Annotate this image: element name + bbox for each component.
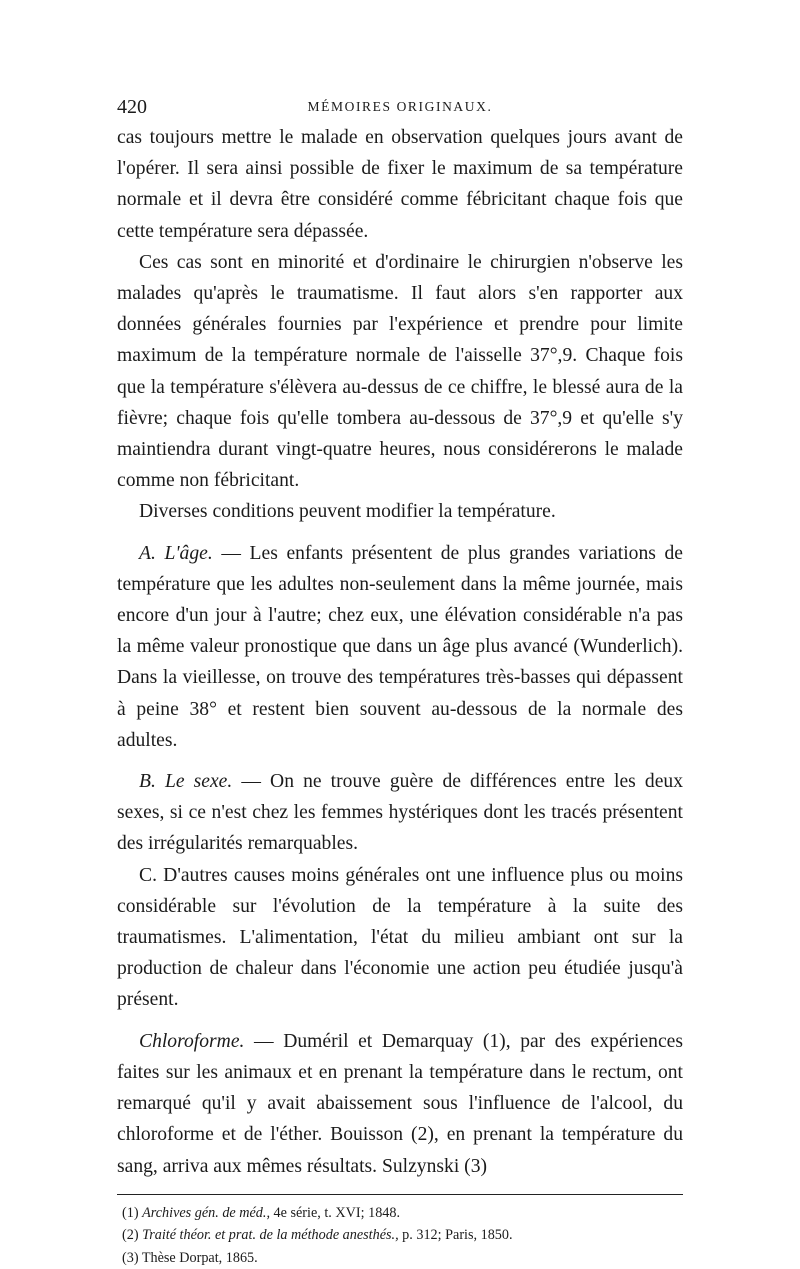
paragraph-text: cas toujours mettre le malade en observation quelques jours avant de l'opérer. Il sera ainsi possible de fixer le maximum de sa température normale et il devra être considéré comme fébricitant chaque fois que cette température sera dépassée. bbox=[117, 127, 683, 242]
paragraph-autres-causes bbox=[117, 860, 683, 1016]
section-heading-age: A. L'âge. bbox=[139, 542, 213, 564]
page-header bbox=[117, 96, 683, 122]
paragraph-text: Diverses conditions peuvent modifier la température. bbox=[139, 501, 556, 523]
paragraph-chloroforme bbox=[117, 1026, 683, 1182]
footnote-number: (2) bbox=[122, 1227, 139, 1244]
footnote-1 bbox=[122, 1202, 683, 1225]
paragraph-text: C. D'autres causes moins générales ont une influence plus ou moins considérable sur l'évolution de la température à la suite des traumatismes. L'alimentation, l'état du milieu ambiant ont sur la production de chaleur dans l'économie une action peu étudiée jusqu'à présent. bbox=[117, 864, 683, 1011]
section-heading-chloroforme: Chloroforme. bbox=[139, 1030, 245, 1052]
footnote-details: p. 312; Paris, 1850. bbox=[398, 1227, 513, 1244]
paragraph-continuation bbox=[117, 122, 683, 247]
footnote-divider bbox=[117, 1194, 683, 1195]
footnote-details: 4e série, t. XVI; 1848. bbox=[270, 1204, 401, 1221]
paragraph-conditions bbox=[117, 496, 683, 527]
body-text bbox=[117, 122, 683, 1182]
footnote-title: Archives gén. de méd., bbox=[142, 1204, 270, 1221]
paragraph-sexe bbox=[117, 766, 683, 860]
footnote-number: (3) bbox=[122, 1249, 139, 1266]
paragraph-traumatisme bbox=[117, 247, 683, 497]
paragraph-age bbox=[117, 538, 683, 756]
page-number: 420 bbox=[117, 96, 147, 118]
footnote-details: Thèse Dorpat, 1865. bbox=[141, 1249, 258, 1266]
footnotes bbox=[117, 1202, 683, 1269]
footnote-2 bbox=[122, 1224, 683, 1247]
running-title: MÉMOIRES ORIGINAUX. bbox=[307, 99, 493, 114]
paragraph-text: — Les enfants présentent de plus grandes variations de température que les adultes non-seulement dans la même journée, mais encore d'un jour à l'autre; chez eux, une élévation considérable n'a pas la même valeur pronostique que dans un âge plus avancé (Wunderlich). Dans la vieillesse, on trouve des températures très-basses qui dépassent à peine 38° et restent bien souvent au-dessous de la normale des adultes. bbox=[117, 542, 683, 751]
document-page bbox=[117, 96, 683, 1269]
section-heading-sexe: B. Le sexe. bbox=[139, 771, 233, 793]
footnote-number: (1) bbox=[122, 1204, 139, 1221]
footnote-3 bbox=[122, 1247, 683, 1269]
paragraph-text: — On ne trouve guère de différences entre les deux sexes, si ce n'est chez les femmes hystériques dont les tracés présentent des irrégularités remarquables. bbox=[117, 771, 683, 855]
paragraph-text: Ces cas sont en minorité et d'ordinaire le chirurgien n'observe les malades qu'après le traumatisme. Il faut alors s'en rapporter aux données générales fournies par l'expérience et prendre pour limite maximum de la température normale de l'aisselle 37°,9. Chaque fois que la température s'élèvera au-dessus de ce chiffre, le blessé aura de la fièvre; chaque fois qu'elle tombera au-dessous de 37°,9 et qu'elle s'y maintiendra durant vingt-quatre heures, nous considérerons le malade comme non fébricitant. bbox=[117, 251, 683, 492]
footnote-title: Traité théor. et prat. de la méthode anesthés., bbox=[142, 1227, 399, 1244]
paragraph-text: — Duméril et Demarquay (1), par des expériences faites sur les animaux et en prenant la température dans le rectum, ont remarqué qu'il y avait abaissement sous l'influence de l'alcool, du chloroforme et de l'éther. Bouisson (2), en prenant la température du sang, arriva aux mêmes résultats. Sulzynski (3) bbox=[117, 1030, 683, 1177]
